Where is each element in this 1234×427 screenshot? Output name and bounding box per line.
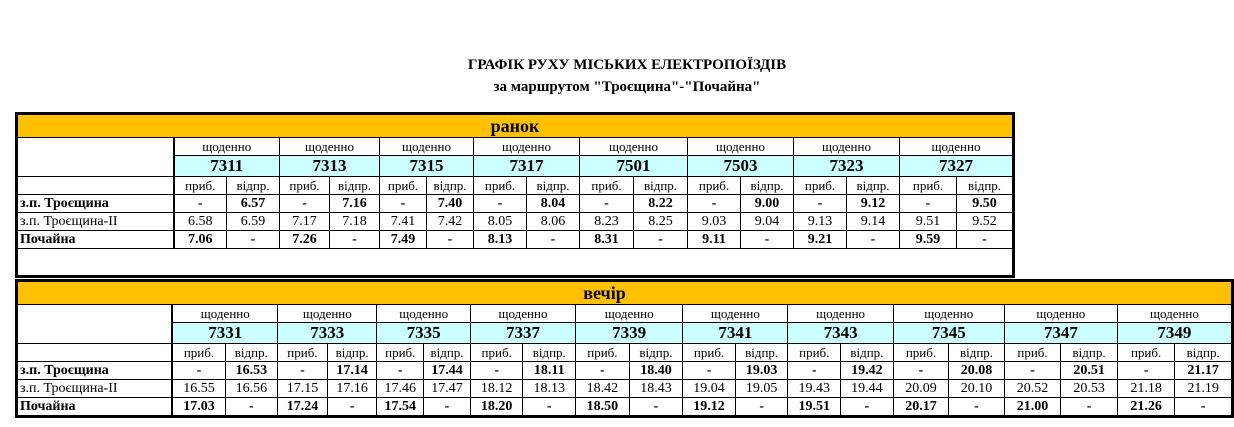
arrival-time: 18.42: [576, 380, 630, 398]
arrival-header: приб.: [580, 177, 634, 195]
arrival-time: -: [278, 362, 328, 380]
departure-time: -: [225, 398, 278, 417]
empty-cell: [17, 177, 174, 195]
empty-cell: [17, 344, 173, 362]
departure-time: 16.53: [225, 362, 278, 380]
departure-time: -: [227, 231, 280, 249]
departure-time: 19.03: [735, 362, 788, 380]
arrival-time: -: [280, 195, 330, 213]
station-row: [17, 213, 1014, 231]
arrival-time: 17.03: [172, 398, 225, 417]
arrival-time: 21.26: [1117, 398, 1174, 417]
train-days: щоденно: [1117, 305, 1232, 323]
arrival-time: 7.49: [380, 231, 427, 249]
arrival-header: приб.: [1004, 344, 1061, 362]
train-days: щоденно: [900, 138, 1014, 156]
arrival-time: -: [683, 362, 736, 380]
departure-time: -: [735, 398, 788, 417]
arrival-time: -: [893, 362, 949, 380]
departure-time: 17.44: [424, 362, 471, 380]
departure-time: 20.08: [949, 362, 1005, 380]
departure-time: 8.22: [634, 195, 688, 213]
arrival-time: 8.05: [474, 213, 527, 231]
arrival-time: 7.41: [380, 213, 427, 231]
arrival-time: 17.15: [278, 380, 328, 398]
arrival-header: приб.: [380, 177, 427, 195]
train-days: щоденно: [377, 305, 470, 323]
departure-header: відпр.: [327, 344, 377, 362]
arrival-header: приб.: [683, 344, 736, 362]
departure-header: відпр.: [427, 177, 474, 195]
station-row: [17, 380, 1233, 398]
departure-time: 16.56: [225, 380, 278, 398]
departure-time: -: [523, 398, 576, 417]
page-title: ГРАФІК РУХУ МІСЬКИХ ЕЛЕКТРОПОЇЗДІВ: [467, 57, 787, 73]
arrival-time: -: [900, 195, 957, 213]
departure-header: відпр.: [629, 344, 683, 362]
arrival-time: 9.21: [794, 231, 847, 249]
departure-time: 7.16: [330, 195, 380, 213]
departure-time: 19.44: [841, 380, 894, 398]
train-days: щоденно: [688, 138, 794, 156]
station-name: Почайна: [17, 398, 173, 417]
arrival-time: -: [794, 195, 847, 213]
arrival-time: 8.31: [580, 231, 634, 249]
train-days: щоденно: [1004, 305, 1117, 323]
train-number: 7315: [380, 156, 474, 177]
arrival-time: 7.06: [174, 231, 227, 249]
departure-time: 18.43: [629, 380, 683, 398]
departure-header: відпр.: [957, 177, 1014, 195]
departure-time: -: [634, 231, 688, 249]
departure-header: відпр.: [227, 177, 280, 195]
departure-time: 18.13: [523, 380, 576, 398]
departure-time: 7.18: [330, 213, 380, 231]
departure-header: відпр.: [841, 344, 894, 362]
train-days: щоденно: [380, 138, 474, 156]
station-name: з.п. Троєщина-ІІ: [17, 380, 173, 398]
arrival-header: приб.: [470, 344, 523, 362]
train-days: щоденно: [683, 305, 788, 323]
departure-time: -: [957, 231, 1014, 249]
arrival-time: 9.03: [688, 213, 741, 231]
arrival-time: 20.09: [893, 380, 949, 398]
departure-time: -: [1175, 398, 1233, 417]
departure-header: відпр.: [1175, 344, 1233, 362]
arrival-time: 18.50: [576, 398, 630, 417]
departure-time: -: [527, 231, 580, 249]
section-header: [17, 114, 1014, 138]
arrival-time: -: [377, 362, 424, 380]
train-number: 7335: [377, 323, 470, 344]
departure-time: 19.42: [841, 362, 894, 380]
departure-time: 21.19: [1175, 380, 1233, 398]
train-number: 7339: [576, 323, 683, 344]
arrival-time: 8.13: [474, 231, 527, 249]
train-number: 7347: [1004, 323, 1117, 344]
station-name: з.п. Троєщина: [17, 195, 174, 213]
train-number: 7323: [794, 156, 900, 177]
arrival-time: -: [172, 362, 225, 380]
departure-time: 7.40: [427, 195, 474, 213]
departure-header: відпр.: [741, 177, 794, 195]
arrival-time: 20.17: [893, 398, 949, 417]
departure-time: -: [841, 398, 894, 417]
arrival-time: -: [174, 195, 227, 213]
arrival-header: приб.: [788, 344, 841, 362]
arrival-time: -: [788, 362, 841, 380]
departure-time: -: [327, 398, 377, 417]
arrival-time: 18.12: [470, 380, 523, 398]
departure-time: 17.47: [424, 380, 471, 398]
departure-header: відпр.: [330, 177, 380, 195]
train-number: 7327: [900, 156, 1014, 177]
station-name: Почайна: [17, 231, 174, 249]
departure-time: -: [330, 231, 380, 249]
arrival-header: приб.: [377, 344, 424, 362]
departure-time: 9.14: [847, 213, 900, 231]
arrival-time: 16.55: [172, 380, 225, 398]
departure-time: 9.50: [957, 195, 1014, 213]
arrival-time: 19.12: [683, 398, 736, 417]
arrival-time: 20.52: [1004, 380, 1061, 398]
station-row: [17, 231, 1014, 249]
departure-time: 6.57: [227, 195, 280, 213]
arrival-time: -: [688, 195, 741, 213]
spacer-row: [17, 249, 1014, 277]
departure-time: -: [427, 231, 474, 249]
departure-header: відпр.: [735, 344, 788, 362]
arrival-time: -: [380, 195, 427, 213]
arrival-time: 9.51: [900, 213, 957, 231]
train-number: 7337: [470, 323, 575, 344]
empty-cell: [17, 305, 173, 344]
arrival-header: приб.: [278, 344, 328, 362]
departure-header: відпр.: [225, 344, 278, 362]
departure-time: 8.04: [527, 195, 580, 213]
departure-time: 17.14: [327, 362, 377, 380]
arrival-time: -: [1117, 362, 1174, 380]
section-title: вечір: [583, 282, 626, 303]
section-header: [17, 281, 1233, 305]
evening-schedule-table: [15, 279, 1234, 418]
train-days: щоденно: [470, 305, 575, 323]
arrival-header: приб.: [688, 177, 741, 195]
train-days: щоденно: [788, 305, 893, 323]
arrival-header: приб.: [474, 177, 527, 195]
train-days: щоденно: [172, 305, 277, 323]
departure-time: 19.05: [735, 380, 788, 398]
train-number: 7503: [688, 156, 794, 177]
arrival-time: -: [576, 362, 630, 380]
arrival-header: приб.: [1117, 344, 1174, 362]
arrival-time: 9.11: [688, 231, 741, 249]
station-row: [17, 398, 1233, 417]
departure-time: 20.10: [949, 380, 1005, 398]
departure-time: 17.16: [327, 380, 377, 398]
arrival-header: приб.: [280, 177, 330, 195]
departure-time: 18.40: [629, 362, 683, 380]
train-days: щоденно: [174, 138, 280, 156]
train-number: 7341: [683, 323, 788, 344]
train-number: 7343: [788, 323, 893, 344]
departure-header: відпр.: [424, 344, 471, 362]
departure-header: відпр.: [523, 344, 576, 362]
station-row: [17, 195, 1014, 213]
departure-header: відпр.: [634, 177, 688, 195]
departure-time: -: [741, 231, 794, 249]
arrival-time: 9.59: [900, 231, 957, 249]
train-days: щоденно: [278, 305, 377, 323]
arrival-time: 8.23: [580, 213, 634, 231]
page-subtitle: за маршрутом "Троєщина"-"Почайна": [493, 79, 761, 95]
arrival-time: -: [580, 195, 634, 213]
departure-time: 7.42: [427, 213, 474, 231]
departure-header: відпр.: [1061, 344, 1118, 362]
arrival-time: -: [1004, 362, 1061, 380]
arrival-header: приб.: [794, 177, 847, 195]
departure-time: -: [949, 398, 1005, 417]
train-number: 7345: [893, 323, 1004, 344]
morning-schedule-table: [15, 112, 1015, 278]
train-number: 7311: [174, 156, 280, 177]
empty-cell: [17, 138, 174, 177]
arrival-time: 17.24: [278, 398, 328, 417]
arrival-time: 19.43: [788, 380, 841, 398]
arrival-time: 19.04: [683, 380, 736, 398]
arrival-time: 17.54: [377, 398, 424, 417]
departure-header: відпр.: [847, 177, 900, 195]
train-days: щоденно: [576, 305, 683, 323]
departure-time: 8.25: [634, 213, 688, 231]
arrival-time: 21.18: [1117, 380, 1174, 398]
departure-time: 21.17: [1175, 362, 1233, 380]
departure-time: 9.00: [741, 195, 794, 213]
train-number: 7317: [474, 156, 580, 177]
arrival-time: -: [470, 362, 523, 380]
departure-time: 20.51: [1061, 362, 1118, 380]
station-name: з.п. Троєщина: [17, 362, 173, 380]
departure-time: 9.04: [741, 213, 794, 231]
train-days: щоденно: [794, 138, 900, 156]
departure-time: -: [1061, 398, 1118, 417]
arrival-header: приб.: [172, 344, 225, 362]
train-days: щоденно: [580, 138, 688, 156]
arrival-time: 17.46: [377, 380, 424, 398]
train-number: 7333: [278, 323, 377, 344]
departure-time: -: [424, 398, 471, 417]
arrival-time: 19.51: [788, 398, 841, 417]
section-title: ранок: [490, 115, 540, 136]
departure-time: 9.52: [957, 213, 1014, 231]
station-row: [17, 362, 1233, 380]
departure-time: 6.59: [227, 213, 280, 231]
arrival-header: приб.: [893, 344, 949, 362]
train-days: щоденно: [474, 138, 580, 156]
train-days: щоденно: [280, 138, 380, 156]
arrival-time: 7.17: [280, 213, 330, 231]
arrival-time: 6.58: [174, 213, 227, 231]
departure-time: -: [847, 231, 900, 249]
train-days: щоденно: [893, 305, 1004, 323]
arrival-time: 18.20: [470, 398, 523, 417]
departure-time: 20.53: [1061, 380, 1118, 398]
departure-time: 8.06: [527, 213, 580, 231]
train-number: 7331: [172, 323, 277, 344]
departure-header: відпр.: [527, 177, 580, 195]
arrival-time: 9.13: [794, 213, 847, 231]
train-number: 7313: [280, 156, 380, 177]
arrival-time: 7.26: [280, 231, 330, 249]
station-name: з.п. Троєщина-ІІ: [17, 213, 174, 231]
departure-header: відпр.: [949, 344, 1005, 362]
departure-time: -: [629, 398, 683, 417]
arrival-header: приб.: [576, 344, 630, 362]
departure-time: 18.11: [523, 362, 576, 380]
departure-time: 9.12: [847, 195, 900, 213]
arrival-header: приб.: [900, 177, 957, 195]
arrival-time: -: [474, 195, 527, 213]
arrival-time: 21.00: [1004, 398, 1061, 417]
train-number: 7501: [580, 156, 688, 177]
train-number: 7349: [1117, 323, 1232, 344]
arrival-header: приб.: [174, 177, 227, 195]
